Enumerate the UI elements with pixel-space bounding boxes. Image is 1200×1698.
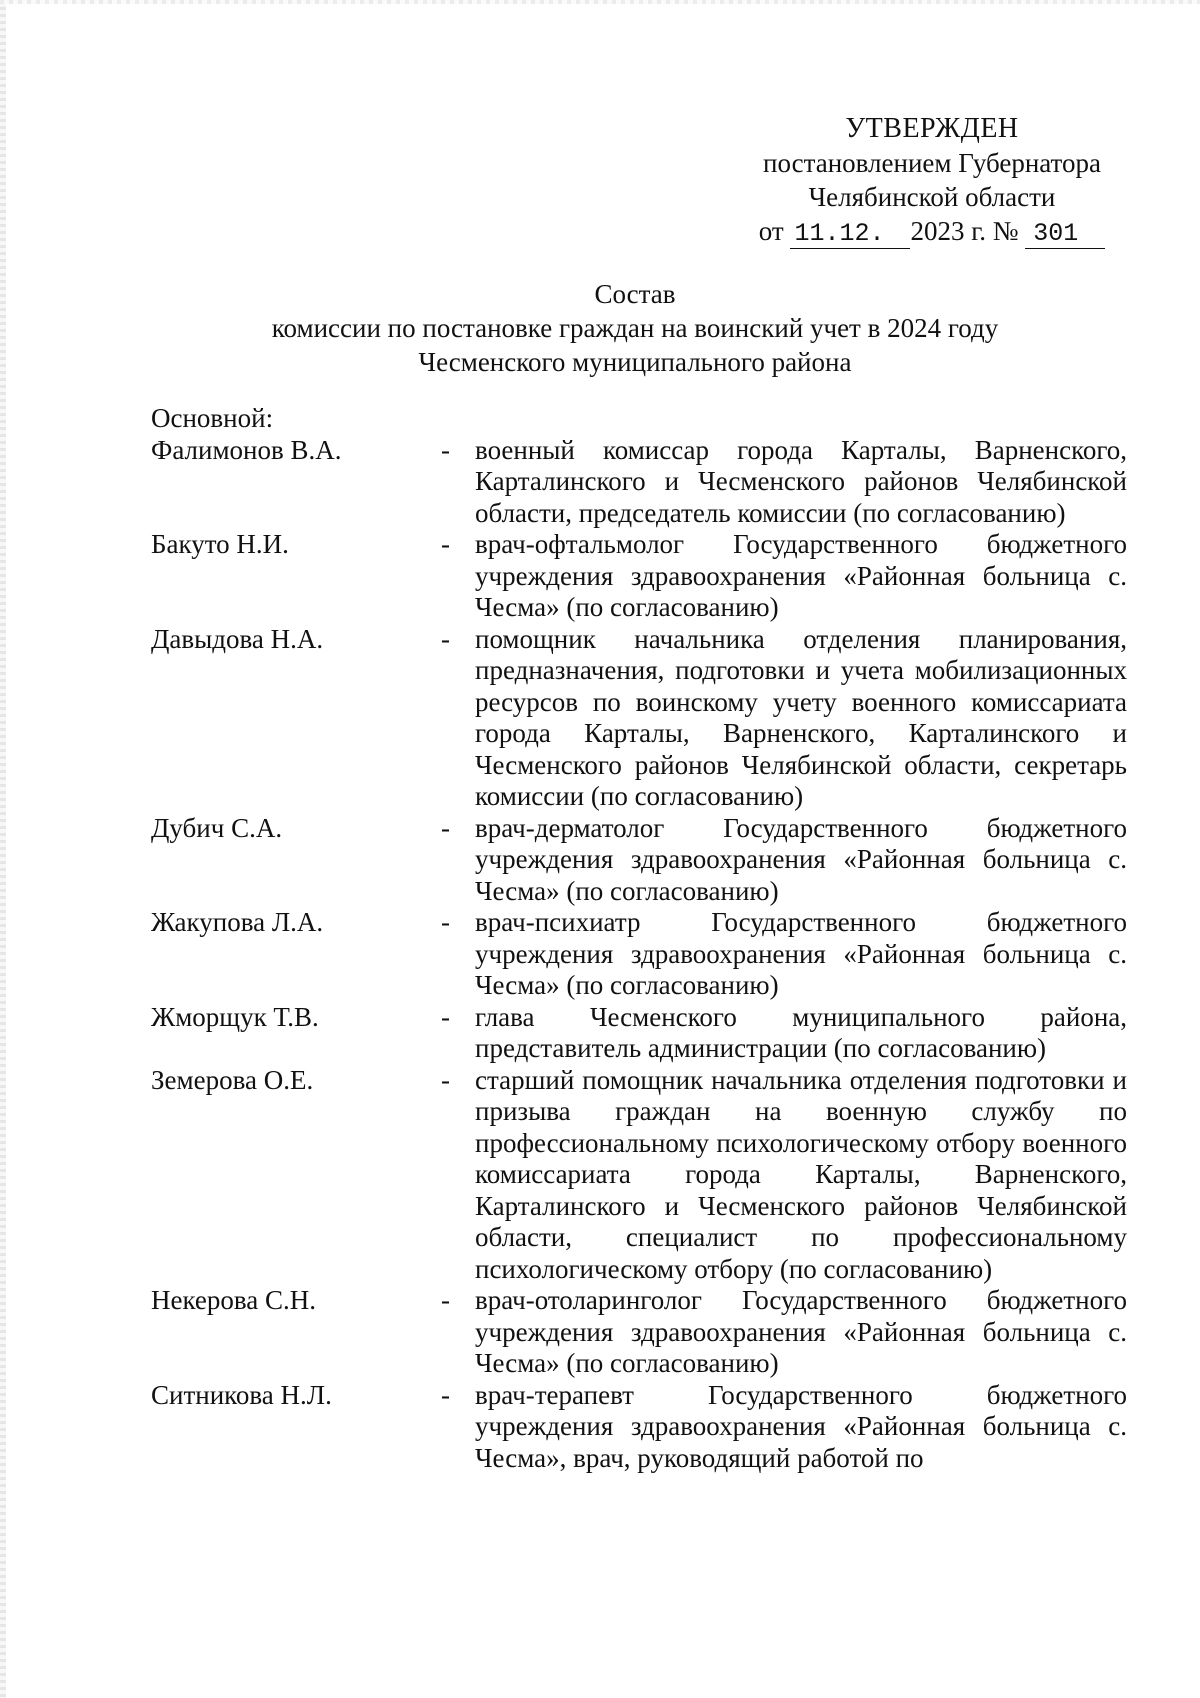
member-row: [151, 435, 1141, 530]
member-description: старший помощник начальника отделения подготовки и призыва граждан на военную службу по профессиональному психологическому отбору военного комиссариата города Карталы, Варненского, Карталинского и Чесменского районов Челябинской области, специалист по профессиональному психологическому отбору (по согласованию): [475, 1064, 1127, 1284]
scan-top-edge: [0, 0, 1200, 4]
title-line-1: Состав: [594, 279, 676, 309]
section-label: Основной:: [151, 403, 274, 433]
member-row: [151, 1285, 1141, 1380]
member-rows: [151, 435, 1141, 1475]
member-name: Фалимонов В.А.: [151, 434, 342, 465]
member-name: Жакупова Л.А.: [151, 907, 324, 937]
members-list: [151, 403, 1141, 1474]
member-row: [151, 624, 1141, 813]
member-row: [151, 529, 1141, 624]
member-name: Дубич С.А.: [151, 812, 283, 843]
title-line-2: комиссии по постановке граждан на воинский учет в 2024 году: [271, 313, 999, 343]
approval-heading: УТВЕРЖДЕН: [845, 113, 1019, 144]
member-dash: -: [441, 529, 450, 559]
member-dash: -: [441, 812, 450, 843]
member-dash: -: [441, 1379, 450, 1410]
member-dash: -: [441, 1064, 450, 1095]
decree-number: 301: [1025, 220, 1105, 249]
member-description: военный комиссар города Карталы, Варненского, Карталинского и Чесменского районов Челябинской области, председатель комиссии (по согласованию): [475, 434, 1127, 528]
date-prefix: от: [758, 216, 784, 246]
member-dash: -: [441, 623, 450, 654]
title-line-3: Чесменского муниципального района: [418, 347, 852, 377]
member-name: Давыдова Н.А.: [151, 623, 324, 654]
member-row: [151, 1002, 1141, 1065]
member-description: глава Чесменского муниципального района, представитель администрации (по согласованию): [475, 1001, 1127, 1063]
member-dash: -: [441, 1001, 450, 1032]
member-row: [151, 1065, 1141, 1286]
member-description: врач-дерматолог Государственного бюджетного учреждения здравоохранения «Районная больница с. Чесма» (по согласованию): [475, 812, 1127, 906]
member-description: врач-отоларинголог Государственного бюджетного учреждения здравоохранения «Районная больница с. Чесма» (по согласованию): [475, 1285, 1127, 1378]
document-title: [150, 277, 1120, 379]
member-description: врач-офтальмолог Государственного бюджетного учреждения здравоохранения «Районная больница с. Чесма» (по согласованию): [475, 529, 1127, 622]
member-description: помощник начальника отделения планирования, предназначения, подготовки и учета мобилизационных ресурсов по воинскому учету военного комиссариата города Карталы, Варненского, Карталинского и Чесменского районов Челябинской области, секретарь комиссии (по согласованию): [475, 623, 1127, 811]
approval-block: [742, 112, 1122, 249]
approval-line-1: постановлением Губернатора: [763, 148, 1101, 178]
scan-edge: [0, 0, 6, 1698]
year-text: 2023 г. №: [910, 216, 1019, 246]
member-row: [151, 1380, 1141, 1475]
member-description: врач-терапевт Государственного бюджетного учреждения здравоохранения «Районная больница с. Чесма», врач, руководящий работой по: [475, 1379, 1127, 1473]
approval-line-2: Челябинской области: [808, 182, 1056, 212]
member-name: Земерова О.Е.: [151, 1064, 314, 1095]
date-value: 11.12.: [790, 220, 910, 249]
member-dash: -: [441, 1285, 450, 1315]
member-dash: -: [441, 907, 450, 937]
member-name: Некерова С.Н.: [151, 1285, 317, 1315]
member-dash: -: [441, 434, 450, 465]
member-row: [151, 907, 1141, 1002]
member-name: Ситникова Н.Л.: [151, 1379, 332, 1410]
member-row: [151, 813, 1141, 908]
member-name: Жморщук Т.В.: [151, 1001, 319, 1032]
approval-date-line: [742, 214, 1122, 249]
member-description: врач-психиатр Государственного бюджетного учреждения здравоохранения «Районная больница с. Чесма» (по согласованию): [475, 907, 1127, 1000]
member-name: Бакуто Н.И.: [151, 529, 289, 559]
